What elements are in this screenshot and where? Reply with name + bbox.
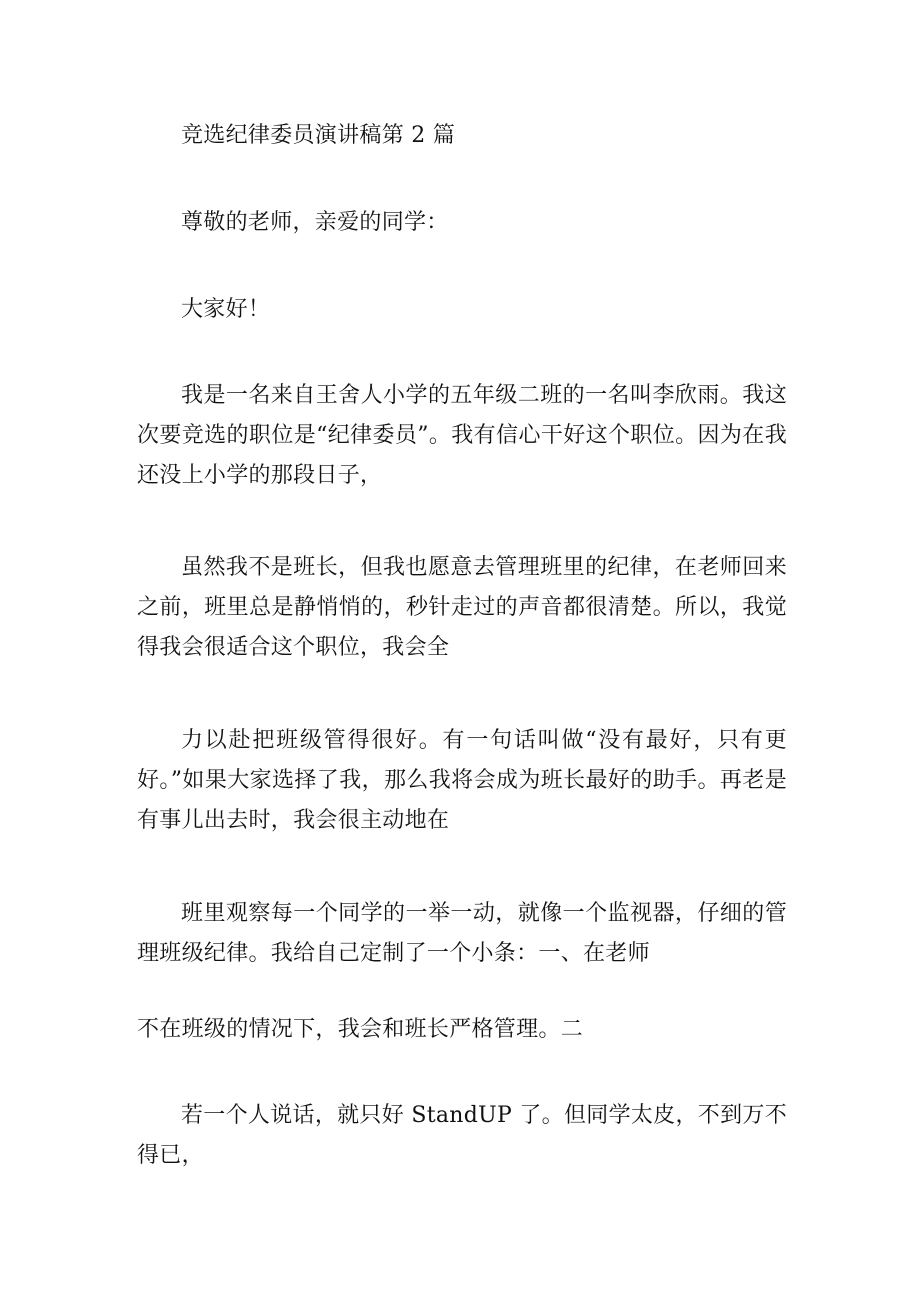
greeting: 大家好！ xyxy=(181,297,271,322)
paragraph-3: 力以赴把班级管得很好。有一句话叫做“没有最好，只有更好。”如果大家选择了我，那么我将会成为班长最好的助手。再老是有事儿出去时，我会很主动地在 xyxy=(137,728,787,833)
document-title: 竞选纪律委员演讲稿第 2 篇 xyxy=(181,123,456,148)
paragraph-1: 我是一名来自王舍人小学的五年级二班的一名叫李欣雨。我这次要竞选的职位是“纪律委员”。我有信心干好这个职位。因为在我还没上小学的那段日子， xyxy=(137,383,787,488)
paragraph-5: 不在班级的情况下，我会和班长严格管理。二 xyxy=(137,1017,584,1042)
paragraph-6: 若一个人说话，就只好 StandUP 了。但同学太皮，不到万不得已， xyxy=(137,1103,787,1168)
paragraph-2: 虽然我不是班长，但我也愿意去管理班里的纪律，在老师回来之前，班里总是静悄悄的，秒针走过的声音都很清楚。所以，我觉得我会很适合这个职位，我会全 xyxy=(137,555,787,660)
paragraph-4: 班里观察每一个同学的一举一动，就像一个监视器，仔细的管理班级纪律。我给自己定制了一个小条：一、在老师 xyxy=(137,901,787,966)
salutation: 尊敬的老师，亲爱的同学： xyxy=(181,210,449,235)
